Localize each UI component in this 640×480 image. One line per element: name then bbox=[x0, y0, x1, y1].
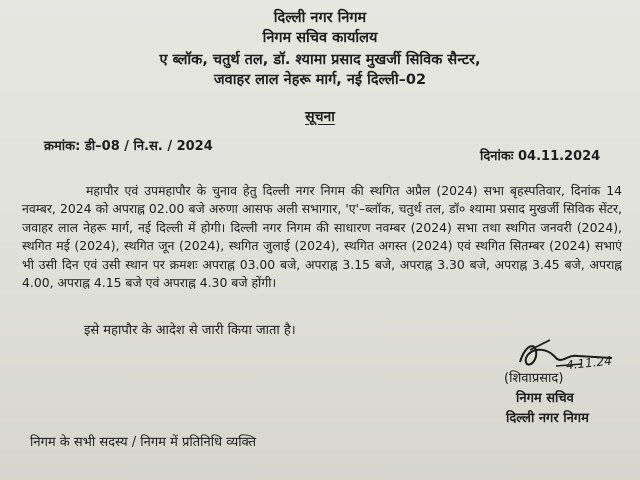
notice-body-paragraph: महापौर एवं उपमहापौर के चुनाव हेतु दिल्ली नगर निगम की स्थगित अप्रैल (2024) सभा बृहस्पतिवार, दिनांक 14 नवम्बर, 2024 को अपराह्न 02.00 बजे अरुणा आसफ अली सभागार, 'ए'–ब्लॉक, चतुर्थ तल, डॉ० श्यामा प्रसाद मुखर्जी सिविक सेंटर, जवाहर लाल नेहरू मार्ग, नई दिल्ली में होगी। दिल्ली नगर निगम की साधारण नवम्बर (2024) सभा तथा स्थगित जनवरी (2024), स्थगित मई (2024), स्थगित जून (2024), स्थगित जुलाई (2024), स्थगित अगस्त (2024) एवं स्थगित सितम्बर (2024) सभाएं भी उसी दिन एवं उसी स्थान पर क्रमशः अपराह्न 03.00 बजे, अपराह्न 3.15 बजे, अपराह्न 3.30 बजे, अपराह्न 3.45 बजे, अपराह्न 4.00, अपराह्न 4.15 बजे एवं अपराह्न 4.30 बजे होंगी। bbox=[22, 183, 622, 291]
reference-number: क्रमांक: डी–08 / नि.स. / 2024 bbox=[44, 139, 213, 154]
letterhead-office: निगम सचिव कार्यालय bbox=[262, 30, 378, 46]
order-line: इसे महापौर के आदेश से जारी किया जाता है। bbox=[84, 323, 296, 338]
letterhead-address-line2: जवाहर लाल नेहरू मार्ग, नई दिल्ली–02 bbox=[213, 72, 427, 88]
issue-date: दिनांकः 04.11.2024 bbox=[480, 149, 601, 164]
signatory-organization: दिल्ली नगर निगम bbox=[506, 411, 589, 426]
signatory-name: (शिवाप्रसाद) bbox=[504, 371, 564, 386]
signature-date: 4.11.24 bbox=[565, 353, 613, 373]
recipients-line: निगम के सभी सदस्य / निगम में प्रतिनिधि व्यक्ति bbox=[30, 435, 256, 450]
signatory-designation: निगम सचिव bbox=[516, 391, 574, 406]
letterhead-address-line1: ए ब्लॉक, चतुर्थ तल, डॉ. श्यामा प्रसाद मुखर्जी सिविक सैन्टर, bbox=[159, 52, 481, 68]
notice-title: सूचना bbox=[305, 109, 335, 125]
letterhead-organization: दिल्ली नगर निगम bbox=[273, 10, 367, 26]
